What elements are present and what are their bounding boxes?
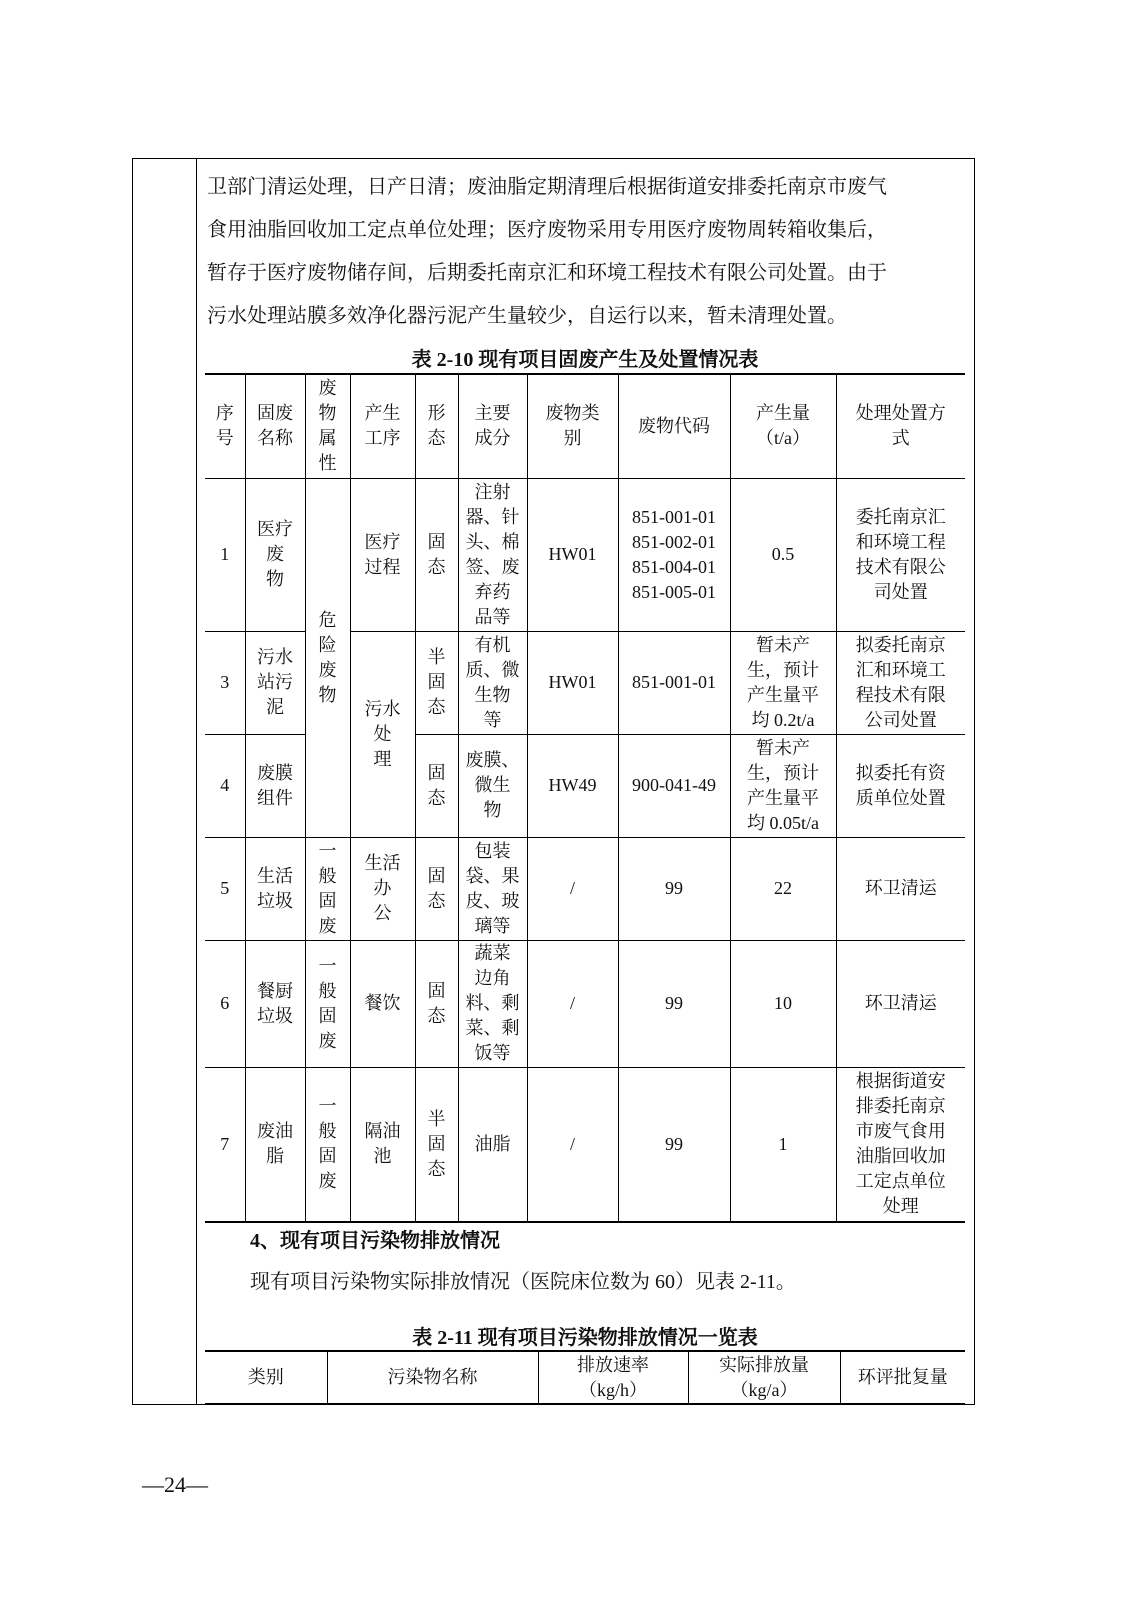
pollutant-emission-table xyxy=(205,1350,965,1405)
header-cell: 排放速率 （kg/h） xyxy=(538,1351,688,1404)
cell-comp: 包装 袋、果 皮、玻 璃等 xyxy=(458,837,527,940)
table-2-11-caption: 表 2-11 现有项目污染物排放情况一览表 xyxy=(412,1327,758,1349)
cell-cat: HW01 xyxy=(527,631,618,734)
cell-disposal: 委托南京汇 和环境工程 技术有限公 司处置 xyxy=(836,478,965,631)
page-number: —24— xyxy=(142,1472,208,1497)
cell-code: 99 xyxy=(618,1067,730,1222)
cell-qty: 22 xyxy=(730,837,836,940)
cell-qty: 0.5 xyxy=(730,478,836,631)
cell-cat: HW49 xyxy=(527,734,618,837)
cell-name: 餐厨 垃圾 xyxy=(245,940,305,1067)
table-2-10-caption: 表 2-10 现有项目固废产生及处置情况表 xyxy=(411,349,759,371)
table-row xyxy=(205,940,965,1067)
cell-cat: / xyxy=(527,1067,618,1222)
cell-process: 生活 办 公 xyxy=(350,837,415,940)
left-column-divider xyxy=(196,158,197,1405)
cell-attr: 危 险 废 物 xyxy=(305,478,350,837)
cell-form: 半 固 态 xyxy=(415,631,458,734)
table-row xyxy=(205,1067,965,1222)
cell-qty: 暂未产 生，预计 产生量平 均 0.05t/a xyxy=(730,734,836,837)
header-cell: 实际排放量 （kg/a） xyxy=(688,1351,840,1404)
cell-form: 固 态 xyxy=(415,734,458,837)
cell-qty: 10 xyxy=(730,940,836,1067)
cell-cat: / xyxy=(527,837,618,940)
cell-no: 6 xyxy=(205,940,245,1067)
cell-code: 99 xyxy=(618,940,730,1067)
table-header-row xyxy=(205,374,965,478)
cell-comp: 注射 器、针 头、棉 签、废 弃药 品等 xyxy=(458,478,527,631)
table-header-row xyxy=(205,1351,965,1404)
cell-form: 固 态 xyxy=(415,837,458,940)
header-cell: 废物类 别 xyxy=(527,374,618,478)
cell-name: 废膜 组件 xyxy=(245,734,305,837)
header-cell: 产生 工序 xyxy=(350,374,415,478)
cell-no: 3 xyxy=(205,631,245,734)
cell-no: 1 xyxy=(205,478,245,631)
cell-qty: 暂未产 生，预计 产生量平 均 0.2t/a xyxy=(730,631,836,734)
cell-process: 医疗 过程 xyxy=(350,478,415,631)
cell-comp: 废膜、 微生 物 xyxy=(458,734,527,837)
cell-code: 851-001-01 xyxy=(618,631,730,734)
header-cell: 固废 名称 xyxy=(245,374,305,478)
cell-comp: 蔬菜 边角 料、剩 菜、剩 饭等 xyxy=(458,940,527,1067)
cell-disposal: 环卫清运 xyxy=(836,940,965,1067)
intro-paragraph: 卫部门清运处理，日产日清；废油脂定期清理后根据街道安排委托南京市废气 食用油脂回收加工定点单位处理；医疗废物采用专用医疗废物周转箱收集后， 暂存于医疗废物储存间，后期委托南京汇和环境工程技术有限公司处置。由于 污水处理站膜多效净化器污泥产生量较少，自运行以来，暂未清理处置。 xyxy=(207,176,887,327)
header-cell: 形 态 xyxy=(415,374,458,478)
cell-code: 900-041-49 xyxy=(618,734,730,837)
section-paragraph: 现有项目污染物实际排放情况（医院床位数为 60）见表 2-11。 xyxy=(250,1271,796,1293)
cell-attr: 一 般 固 废 xyxy=(305,940,350,1067)
section-heading: 4、现有项目污染物排放情况 xyxy=(250,1230,500,1252)
cell-disposal: 拟委托南京 汇和环境工 程技术有限 公司处置 xyxy=(836,631,965,734)
cell-disposal: 拟委托有资 质单位处置 xyxy=(836,734,965,837)
cell-name: 医疗 废 物 xyxy=(245,478,305,631)
cell-process: 隔油 池 xyxy=(350,1067,415,1222)
header-cell: 环评批复量 xyxy=(840,1351,965,1404)
cell-name: 生活 垃圾 xyxy=(245,837,305,940)
cell-qty: 1 xyxy=(730,1067,836,1222)
cell-form: 固 态 xyxy=(415,478,458,631)
cell-cat: HW01 xyxy=(527,478,618,631)
cell-comp: 有机 质、微 生物 等 xyxy=(458,631,527,734)
cell-disposal: 根据街道安 排委托南京 市废气食用 油脂回收加 工定点单位 处理 xyxy=(836,1067,965,1222)
cell-form: 半 固 态 xyxy=(415,1067,458,1222)
header-cell: 废 物 属 性 xyxy=(305,374,350,478)
solid-waste-table xyxy=(205,373,965,1223)
header-cell: 废物代码 xyxy=(618,374,730,478)
cell-process: 污水 处 理 xyxy=(350,631,415,837)
cell-process: 餐饮 xyxy=(350,940,415,1067)
cell-no: 5 xyxy=(205,837,245,940)
cell-no: 7 xyxy=(205,1067,245,1222)
header-cell: 类别 xyxy=(205,1351,327,1404)
header-cell: 主要 成分 xyxy=(458,374,527,478)
table-row xyxy=(205,478,965,631)
header-cell: 序 号 xyxy=(205,374,245,478)
cell-no: 4 xyxy=(205,734,245,837)
header-cell: 处理处置方 式 xyxy=(836,374,965,478)
cell-code: 99 xyxy=(618,837,730,940)
cell-disposal: 环卫清运 xyxy=(836,837,965,940)
table-row xyxy=(205,837,965,940)
cell-name: 污水 站污 泥 xyxy=(245,631,305,734)
cell-name: 废油 脂 xyxy=(245,1067,305,1222)
cell-comp: 油脂 xyxy=(458,1067,527,1222)
header-cell: 产生量 （t/a） xyxy=(730,374,836,478)
cell-cat: / xyxy=(527,940,618,1067)
header-cell: 污染物名称 xyxy=(327,1351,538,1404)
cell-form: 固 态 xyxy=(415,940,458,1067)
cell-code: 851-001-01 851-002-01 851-004-01 851-005-01 xyxy=(618,478,730,631)
cell-attr: 一 般 固 废 xyxy=(305,837,350,940)
cell-attr: 一 般 固 废 xyxy=(305,1067,350,1222)
